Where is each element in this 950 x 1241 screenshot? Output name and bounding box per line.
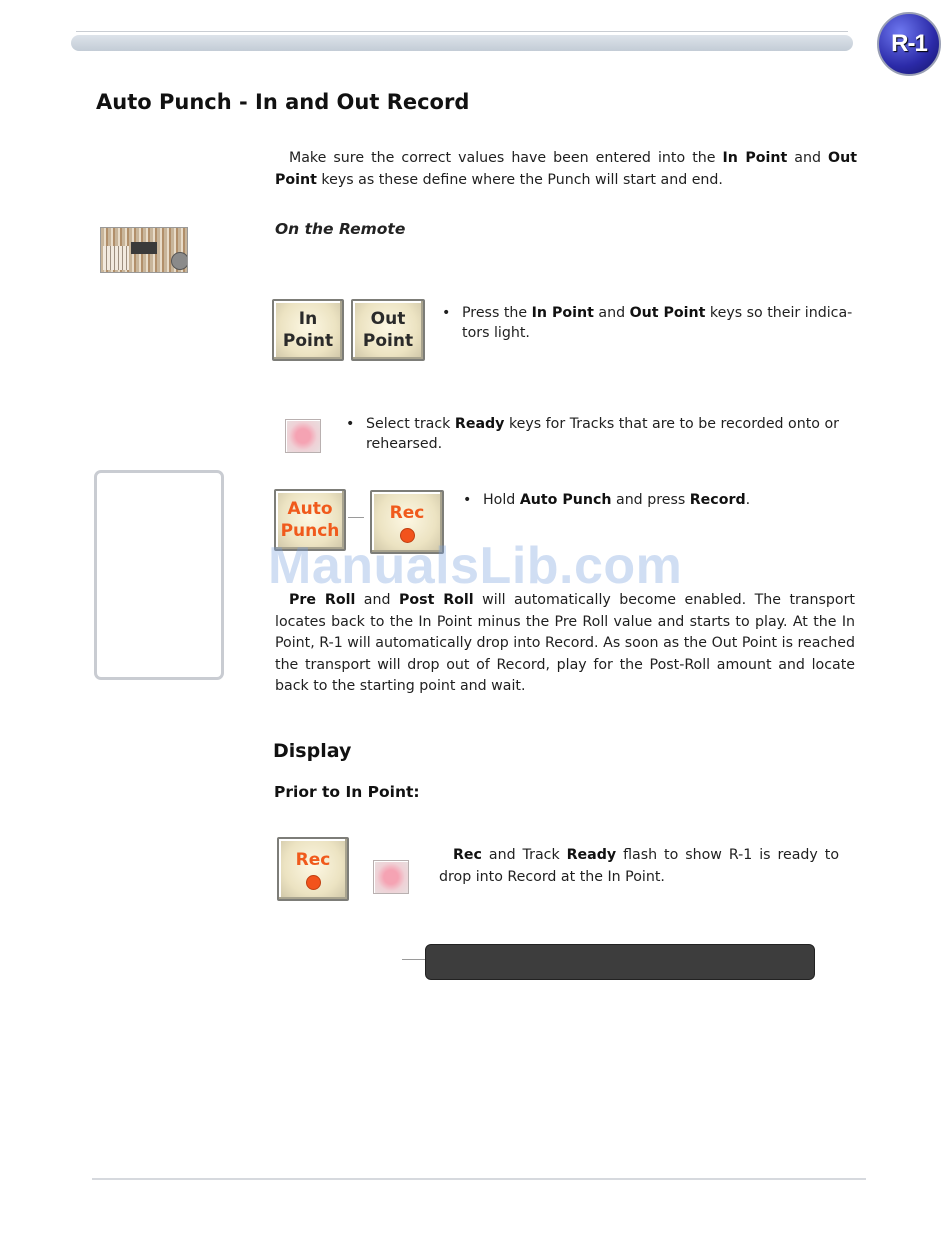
rec-term: Rec — [453, 847, 482, 863]
out-point-term: Out Point — [629, 305, 706, 321]
display-heading: Display — [273, 740, 352, 762]
remote-display-graphic — [131, 242, 157, 254]
para-text: and — [355, 592, 399, 608]
para-text: flash to show R-1 is ready to drop into Record at the In Point. — [439, 847, 840, 885]
key-label: Auto — [287, 499, 333, 519]
record-led-icon — [306, 875, 321, 890]
key-label: Rec — [389, 502, 425, 523]
record-term: Record — [689, 492, 746, 508]
on-remote-heading: On the Remote — [275, 220, 406, 238]
page-title: Auto Punch - In and Out Record — [96, 90, 470, 114]
key-label: Rec — [295, 849, 331, 870]
bullet-text: Select track — [366, 416, 455, 432]
key-label: Point — [362, 331, 414, 351]
bullet-hold-auto-punch — [463, 491, 863, 511]
pre-roll-term: Pre Roll — [289, 592, 356, 608]
para-text: and Track — [481, 847, 567, 863]
remote-jog-wheel-graphic — [171, 252, 188, 270]
bullet-mark: • — [442, 305, 451, 321]
out-point-key — [351, 299, 425, 361]
bullet-press-in-out — [442, 304, 857, 343]
bullet-text: keys so their indica-tors light. — [462, 305, 853, 341]
prior-to-in-point-heading: Prior to In Point: — [274, 783, 420, 801]
intro-text: and — [787, 150, 829, 166]
para-text: will automatically become enabled. The transport locates back to the In Point minus the Pre Roll value and starts to play. At the In Point, R-1 will automatically drop into Record. As soon as the Out Point is reached the transport will drop out of Record, play for the Post-Roll amount and locate back to the starting point and wait. — [275, 592, 855, 694]
ready-term: Ready — [566, 847, 617, 863]
bullet-select-ready — [346, 415, 846, 454]
intro-paragraph — [275, 148, 857, 191]
track-ready-key — [285, 419, 321, 453]
bullet-text: . — [745, 492, 751, 508]
side-note-box — [94, 470, 224, 680]
pre-post-roll-paragraph — [275, 590, 855, 698]
ready-term: Ready — [454, 416, 505, 432]
header-bar — [71, 35, 853, 51]
post-roll-term: Post Roll — [398, 592, 474, 608]
bullet-text: and — [593, 305, 630, 321]
header-rule — [76, 31, 848, 32]
watermark: ManualsLib.com — [268, 537, 683, 595]
bullet-mark: • — [463, 492, 472, 508]
display-connector-line — [402, 959, 426, 960]
rec-key-flashing — [277, 837, 349, 901]
rec-ready-flash-paragraph — [439, 845, 839, 888]
key-label: Punch — [280, 521, 340, 541]
out-point-term: Out Point — [275, 150, 857, 188]
bullet-text: Press the — [462, 305, 532, 321]
track-ready-key-flashing — [373, 860, 409, 894]
in-point-term: In Point — [531, 305, 594, 321]
bullet-text: and press — [611, 492, 690, 508]
key-connector-line — [348, 517, 364, 518]
lcd-display-bar — [425, 944, 815, 980]
remote-keys-graphic — [103, 246, 129, 270]
intro-text: keys as these define where the Punch will start and end. — [316, 171, 723, 188]
key-label: Out — [370, 309, 406, 329]
footer-rule — [92, 1178, 866, 1180]
key-label: In — [298, 309, 318, 329]
key-label: Point — [282, 331, 334, 351]
r1-logo: R-1 — [877, 12, 941, 76]
remote-thumbnail — [100, 227, 188, 273]
bullet-text: keys for Tracks that are to be recorded onto or rehearsed. — [366, 416, 839, 452]
in-point-term: In Point — [722, 150, 788, 166]
bullet-text: Hold — [483, 492, 520, 508]
bullet-mark: • — [346, 416, 355, 432]
intro-text: Make sure the correct values have been entered into the — [289, 150, 723, 166]
in-point-key — [272, 299, 344, 361]
auto-punch-term: Auto Punch — [519, 492, 612, 508]
